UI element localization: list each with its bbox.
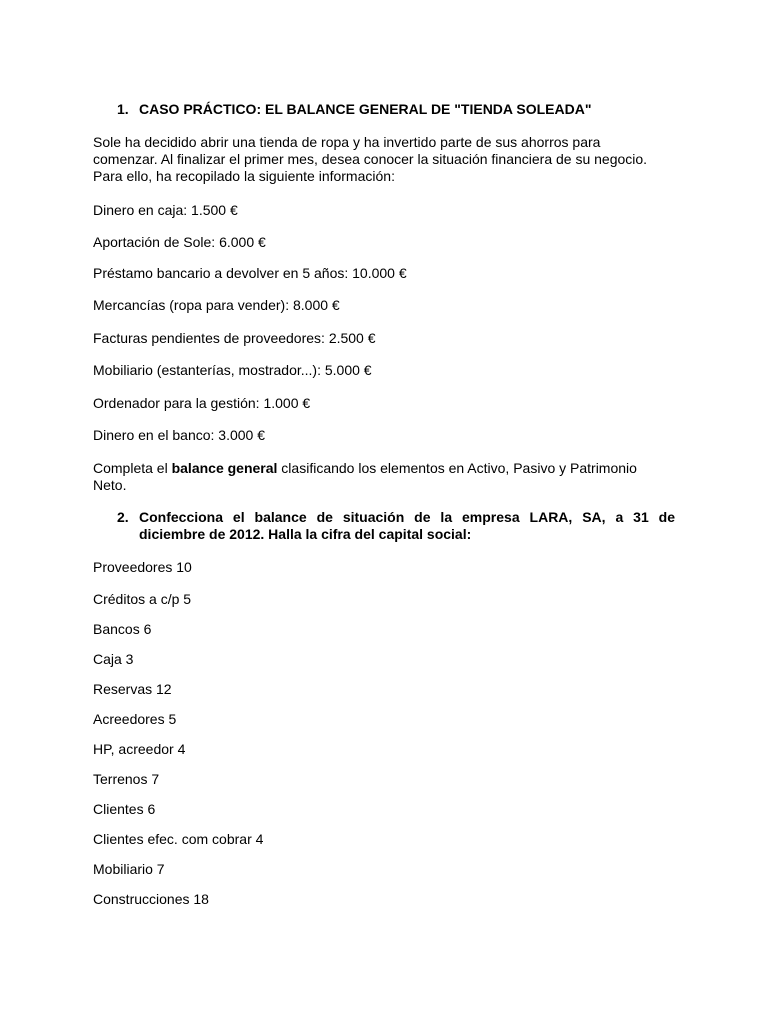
list-item: Dinero en el banco: 3.000 € bbox=[93, 427, 266, 443]
list-item: Facturas pendientes de proveedores: 2.500 € bbox=[93, 330, 376, 346]
list-item: Reservas 12 bbox=[93, 681, 172, 697]
section-2-title-line: diciembre de 2012. Halla la cifra del capital social: bbox=[139, 526, 472, 542]
section-2-number: 2. bbox=[117, 509, 129, 525]
list-item: Dinero en caja: 1.500 € bbox=[93, 202, 238, 218]
list-item: Préstamo bancario a devolver en 5 años: 10.000 € bbox=[93, 265, 407, 281]
list-item: Bancos 6 bbox=[93, 621, 152, 637]
list-item: HP, acreedor 4 bbox=[93, 741, 186, 757]
list-item: Proveedores 10 bbox=[93, 559, 192, 575]
section-1-task bbox=[93, 460, 675, 494]
section-1-number: 1. bbox=[117, 101, 129, 117]
task-bold-term: balance general bbox=[171, 460, 278, 476]
intro-line: comenzar. Al finalizar el primer mes, desea conocer la situación financiera de su negocio. bbox=[93, 151, 648, 167]
section-1-title: CASO PRÁCTICO: EL BALANCE GENERAL DE "TIENDA SOLEADA" bbox=[139, 101, 592, 117]
task-text: Completa el bbox=[93, 460, 172, 476]
list-item: Terrenos 7 bbox=[93, 771, 160, 787]
list-item: Aportación de Sole: 6.000 € bbox=[93, 234, 266, 250]
list-item: Caja 3 bbox=[93, 651, 134, 667]
section-1-intro bbox=[93, 134, 675, 185]
list-item: Acreedores 5 bbox=[93, 711, 177, 727]
section-2-title bbox=[139, 509, 675, 543]
section-2-title-line: Confecciona el balance de situación de la empresa LARA, SA, a 31 de bbox=[139, 509, 675, 525]
list-item: Mobiliario (estanterías, mostrador...): 5.000 € bbox=[93, 362, 372, 378]
list-item: Mobiliario 7 bbox=[93, 861, 165, 877]
list-item: Créditos a c/p 5 bbox=[93, 591, 192, 607]
list-item: Construcciones 18 bbox=[93, 891, 209, 907]
list-item: Mercancías (ropa para vender): 8.000 € bbox=[93, 297, 340, 313]
task-text: Neto. bbox=[93, 477, 127, 493]
list-item: Clientes efec. com cobrar 4 bbox=[93, 831, 264, 847]
intro-line: Para ello, ha recopilado la siguiente información: bbox=[93, 168, 395, 184]
intro-line: Sole ha decidido abrir una tienda de ropa y ha invertido parte de sus ahorros para bbox=[93, 134, 601, 150]
task-text: clasificando los elementos en Activo, Pasivo y Patrimonio bbox=[277, 460, 637, 476]
list-item: Ordenador para la gestión: 1.000 € bbox=[93, 395, 311, 411]
list-item: Clientes 6 bbox=[93, 801, 156, 817]
